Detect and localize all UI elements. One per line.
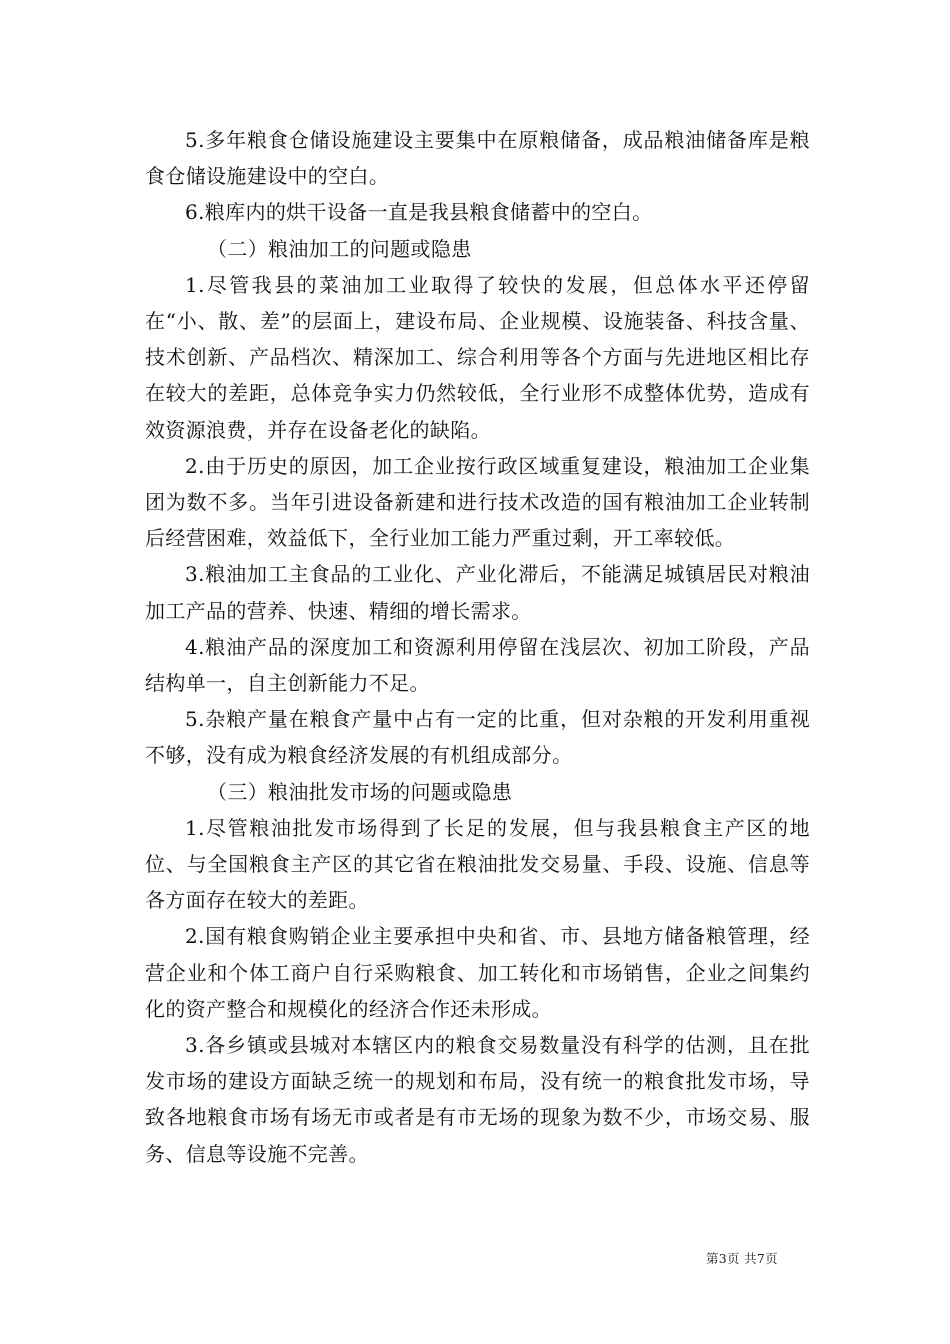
- paragraph-wholesale-2: 2.国有粮食购销企业主要承担中央和省、市、县地方储备粮管理，经营企业和个体工商户自行采购粮食、加工转化和市场销售，企业之间集约化的资产整合和规模化的经济合作还未形成。: [145, 924, 810, 1021]
- paragraph-wholesale-1: 1.尽管粮油批发市场得到了长足的发展，但与我县粮食主产区的地位、与全国粮食主产区的其它省在粮油批发交易量、手段、设施、信息等各方面存在较大的差距。: [145, 815, 810, 913]
- document-body: [145, 122, 810, 1172]
- page-number-footer: 第3页 共7页: [706, 1251, 778, 1266]
- paragraph-processing-5: 5.杂粮产量在粮食产量中占有一定的比重，但对杂粮的开发利用重视不够，没有成为粮食经济发展的有机组成部分。: [145, 707, 810, 768]
- paragraph-processing-4: 4.粮油产品的深度加工和资源利用停留在浅层次、初加工阶段，产品结构单一，自主创新能力不足。: [145, 634, 810, 696]
- section-heading-wholesale: （三）粮油批发市场的问题或隐患: [207, 779, 513, 804]
- paragraph-processing-3: 3.粮油加工主食品的工业化、产业化滞后，不能满足城镇居民对粮油加工产品的营养、快速、精细的增长需求。: [145, 562, 810, 623]
- paragraph-storage-6: 6.粮库内的烘干设备一直是我县粮食储蓄中的空白。: [185, 200, 653, 225]
- paragraph-storage-5: 5.多年粮食仓储设施建设主要集中在原粮储备，成品粮油储备库是粮食仓储设施建设中的空白。: [145, 128, 810, 189]
- paragraph-processing-2: 2.由于历史的原因，加工企业按行政区域重复建设，粮油加工企业集团为数不多。当年引进设备新建和进行技术改造的国有粮油加工企业转制后经营困难，效益低下，全行业加工能力严重过剩，开工率较低。: [145, 453, 810, 551]
- paragraph-processing-1: 1.尽管我县的菜油加工业取得了较快的发展，但总体水平还停留在“小、散、差”的层面上，建设布局、企业规模、设施装备、科技含量、技术创新、产品档次、精深加工、综合利用等各个方面与先进地区相比存在较大的差距，总体竞争实力仍然较低，全行业形不成整体优势，造成有效资源浪费，并存在设备老化的缺陷。: [145, 272, 810, 442]
- paragraph-wholesale-3: 3.各乡镇或县城对本辖区内的粮食交易数量没有科学的估测，且在批发市场的建设方面缺乏统一的规划和布局，没有统一的粮食批发市场，导致各地粮食市场有场无市或者是有市无场的现象为数不少，市场交易、服务、信息等设施不完善。: [145, 1033, 810, 1166]
- section-heading-processing: （二）粮油加工的问题或隐患: [207, 236, 472, 261]
